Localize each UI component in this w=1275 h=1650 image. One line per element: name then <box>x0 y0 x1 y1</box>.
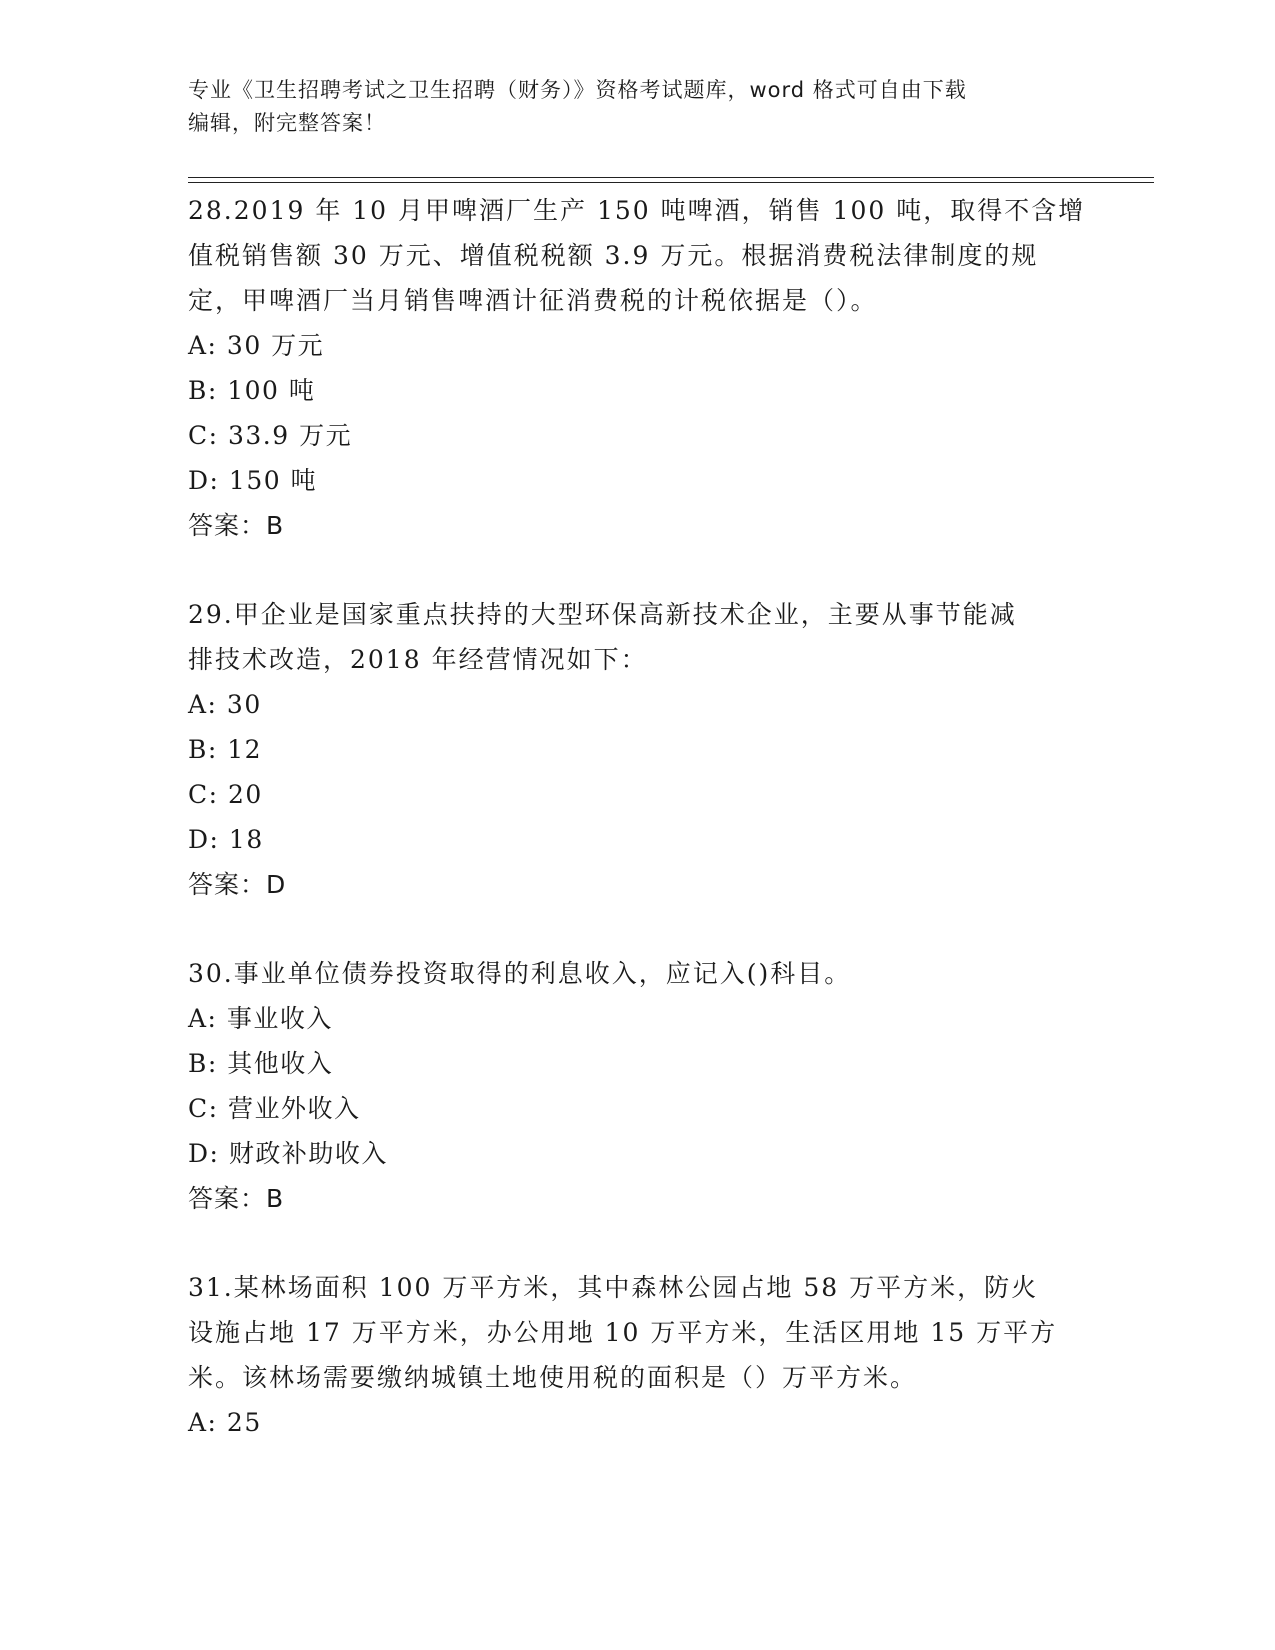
question-30 <box>188 951 1088 1221</box>
option-d: D: 财政补助收入 <box>188 1139 388 1168</box>
question-text-line: 排技术改造，2018 年经营情况如下： <box>188 645 648 674</box>
page-header <box>188 74 1088 140</box>
question-text-line: 31.某林场面积 100 万平方米，其中森林公园占地 58 万平方米，防火 <box>188 1273 1039 1302</box>
option-d: D: 18 <box>188 825 264 854</box>
question-text-line: 米。该林场需要缴纳城镇土地使用税的面积是（）万平方米。 <box>188 1363 918 1392</box>
option-b: B: 12 <box>188 735 263 764</box>
question-text-line: 定，甲啤酒厂当月销售啤酒计征消费税的计税依据是（）。 <box>188 286 878 315</box>
answer: 答案：B <box>188 1184 285 1213</box>
option-b: B: 其他收入 <box>188 1049 334 1078</box>
question-text <box>188 188 1088 323</box>
option-b: B: 100 吨 <box>188 376 316 405</box>
option-c: C: 20 <box>188 780 263 809</box>
question-text <box>188 1265 1088 1400</box>
option-c: C: 营业外收入 <box>188 1094 361 1123</box>
question-text <box>188 951 1088 996</box>
question-list <box>188 188 1088 1489</box>
option-d: D: 150 吨 <box>188 466 318 495</box>
option-a: A: 30 <box>188 690 262 719</box>
question-text-line: 值税销售额 30 万元、增值税税额 3.9 万元。根据消费税法律制度的规 <box>188 241 1039 270</box>
option-a: A: 25 <box>188 1408 262 1437</box>
question-29 <box>188 592 1088 907</box>
question-text <box>188 592 1088 682</box>
answer: 答案：B <box>188 511 285 540</box>
header-divider-top <box>188 177 1154 178</box>
question-31 <box>188 1265 1088 1445</box>
header-line-1: 专业《卫生招聘考试之卫生招聘（财务）》资格考试题库，word 格式可自由下载 <box>188 78 967 102</box>
question-text-line: 29.甲企业是国家重点扶持的大型环保高新技术企业，主要从事节能减 <box>188 600 1017 629</box>
option-a: A: 事业收入 <box>188 1004 333 1033</box>
question-text-line: 28.2019 年 10 月甲啤酒厂生产 150 吨啤酒，销售 100 吨，取得不含增 <box>188 196 1086 225</box>
header-divider-bottom <box>188 182 1154 183</box>
answer: 答案：D <box>188 870 287 899</box>
option-a: A: 30 万元 <box>188 331 325 360</box>
header-line-2: 编辑，附完整答案！ <box>188 111 386 135</box>
question-text-line: 30.事业单位债券投资取得的利息收入，应记入()科目。 <box>188 959 852 988</box>
question-text-line: 设施占地 17 万平方米，办公用地 10 万平方米，生活区用地 15 万平方 <box>188 1318 1058 1347</box>
question-28 <box>188 188 1088 548</box>
option-c: C: 33.9 万元 <box>188 421 353 450</box>
